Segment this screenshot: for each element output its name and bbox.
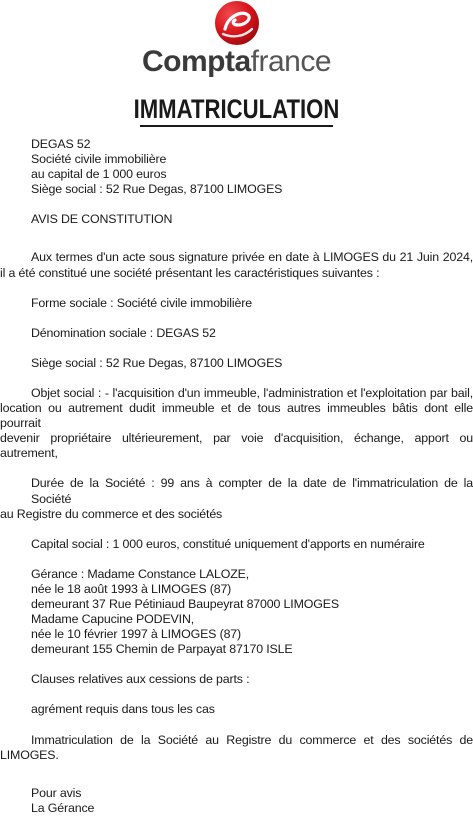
siege-social: Siège social : 52 Rue Degas, 87100 LIMOGES (31, 355, 283, 370)
brand-name (0, 44, 473, 80)
company-capital: au capital de 1 000 euros (31, 167, 167, 182)
header (0, 0, 473, 130)
title-underline (140, 125, 333, 127)
company-name: DEGAS 52 (31, 137, 91, 151)
duree-line-2: au Registre du commerce et des sociétés (0, 506, 223, 521)
objet-line-3: devenir propriétaire ultérieurement, par voie d'acquisition, échange, apport ou autrement, (0, 431, 473, 461)
company-seat: Siège social : 52 Rue Degas, 87100 LIMOGES (31, 182, 283, 197)
signature-pour-avis: Pour avis (31, 785, 82, 800)
immatriculation-line-2: LIMOGES. (0, 747, 59, 762)
company-type: Société civile immobilière (31, 152, 167, 167)
clauses-cessions: Clauses relatives aux cessions de parts : (31, 672, 250, 687)
gerance-line-6: demeurant 155 Chemin de Parpayat 87170 ISLE (31, 642, 293, 657)
gerance-line-5: née le 10 février 1997 à LIMOGES (87) (31, 627, 242, 642)
notice-heading: AVIS DE CONSTITUTION (31, 212, 173, 227)
legal-notice-body (0, 137, 473, 816)
brand-name-part1: Compta (141, 45, 251, 78)
comptafrance-logo-icon (214, 0, 260, 46)
intro-line-2: il a été constitué une société présentant les caractéristiques suivantes : (0, 265, 380, 280)
immatriculation-line-1: Immatriculation de la Société au Registre du commerce et des sociétés de (31, 732, 473, 747)
brand-name-part2: france (250, 45, 332, 78)
page-title: IMMATRICULATION (133, 94, 340, 124)
gerance-line-1: Gérance : Madame Constance LALOZE, (31, 566, 250, 581)
signature-gerance: La Gérance (31, 800, 95, 815)
intro-line-1: Aux termes d'un acte sous signature privée en date à LIMOGES du 21 Juin 2024, (31, 250, 473, 265)
duree-line-1: Durée de la Société : 99 ans à compter de la date de l'immatriculation de la Société (31, 476, 473, 506)
capital-social: Capital social : 1 000 euros, constitué uniquement d'apports en numéraire (31, 536, 425, 551)
objet-line-1: Objet social : - l'acquisition d'un immeuble, l'administration et l'exploitation par bail, (31, 385, 473, 400)
gerance-line-4: Madame Capucine PODEVIN, (31, 612, 195, 627)
gerance-line-3: demeurant 37 Rue Pétiniaud Baupeyrat 87000 LIMOGES (31, 596, 339, 611)
forme-sociale: Forme sociale : Société civile immobilière (31, 295, 252, 310)
denomination-sociale: Dénomination sociale : DEGAS 52 (31, 325, 216, 340)
gerance-line-2: née le 18 août 1993 à LIMOGES (87) (31, 581, 232, 596)
objet-line-2: location ou autrement dudit immeuble et de tous autres immeubles bâtis dont elle pourrait (0, 401, 473, 431)
agrement: agrément requis dans tous les cas (31, 702, 215, 717)
